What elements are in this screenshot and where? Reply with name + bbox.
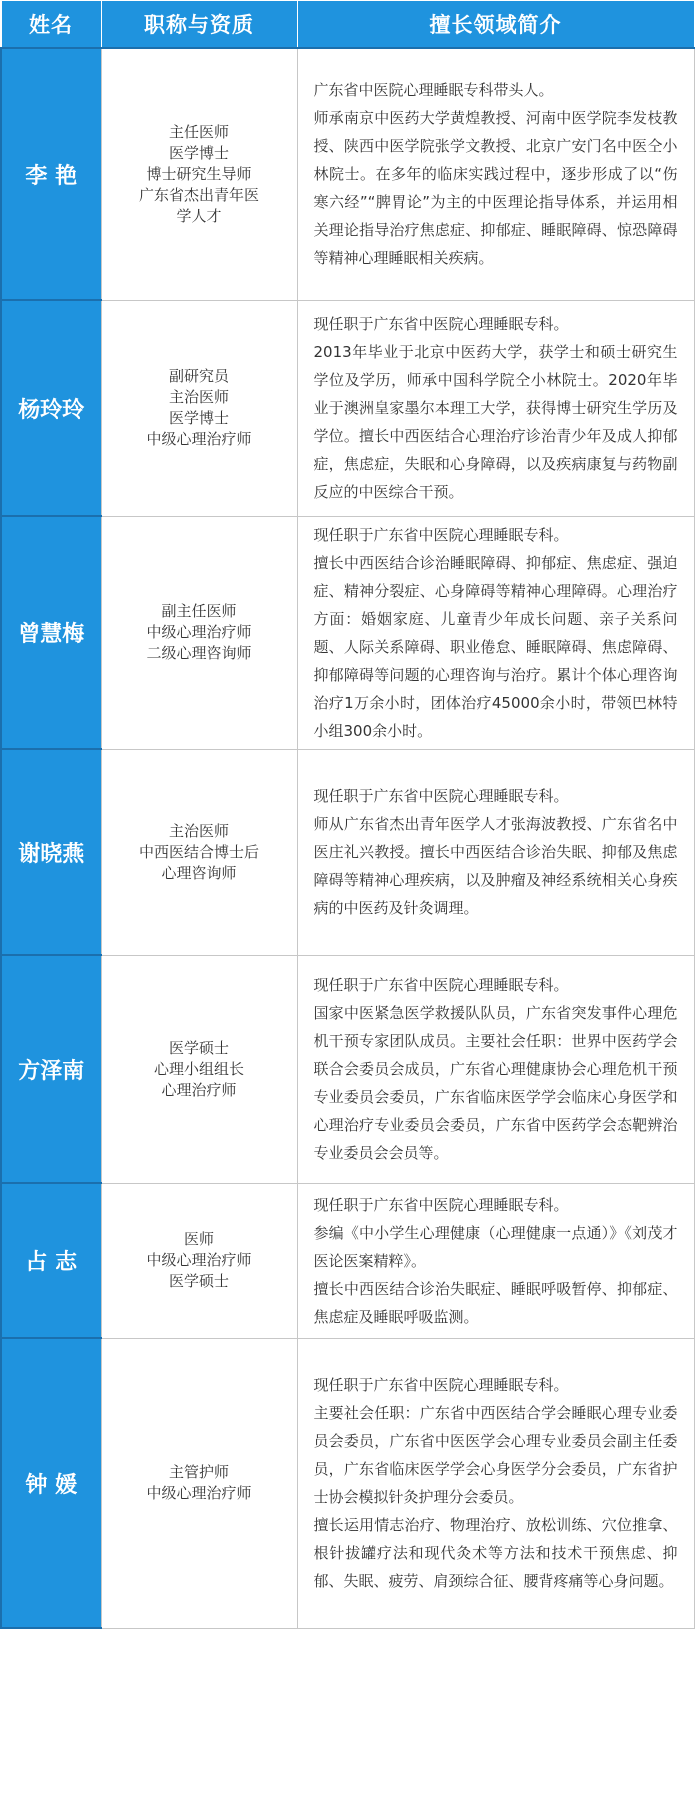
credential-line: 医学博士 (168, 143, 229, 162)
doctor-credentials (101, 1338, 297, 1628)
intro-paragraph: 师承南京中医药大学黄煌教授、河南中医学院李发枝教授、陕西中医学院张学文教授、北京广安门名中医仝小林院士。在多年的临床实践过程中，逐步形成了以“伤寒六经”“脾胃论”为主的中医理论指导体系，并运用相关理论指导治疗焦虑症、抑郁症、睡眠障碍、惊恐障碍等精神心理睡眠相关疾病。 (313, 109, 678, 268)
doctor-credentials (101, 300, 297, 516)
intro-paragraph: 擅长中西医结合诊治睡眠障碍、抑郁症、焦虑症、强迫症、精神分裂症、心身障碍等精神心理障碍。心理治疗方面：婚姻家庭、儿童青少年成长问题、亲子关系问题、人际关系障碍、职业倦怠、睡眠障碍、焦虑障碍、抑郁障碍等问题的心理咨询与治疗。累计个体心理咨询治疗1万余小时，团体治疗45000余小时，带领巴林特小组300余小时。 (313, 553, 678, 740)
intro-paragraph: 现任职于广东省中医院心理睡眠专科。 (313, 976, 569, 994)
credential-line: 副研究员 (168, 367, 229, 385)
credential-line: 中级心理治疗师 (146, 623, 252, 641)
credential-line: 医学硕士 (168, 1038, 229, 1057)
intro-paragraph: 擅长中西医结合诊治失眠症、睡眠呼吸暂停、抑郁症、焦虑症及睡眠呼吸监测。 (313, 1279, 678, 1326)
intro-paragraph: 现任职于广东省中医院心理睡眠专科。 (313, 315, 569, 333)
credential-line: 博士研究生导师 (146, 164, 252, 183)
table-row (1, 1183, 694, 1338)
doctor-name: 李 艳 (1, 48, 101, 300)
doctor-name: 曾慧梅 (1, 516, 101, 749)
header-title: 职称与资质 (101, 1, 297, 49)
doctor-intro (297, 1183, 694, 1338)
credential-line: 中西医结合博士后 (138, 842, 259, 861)
intro-paragraph: 参编《中小学生心理健康（心理健康一点通）》《刘茂才医论医案精粹》。 (313, 1223, 678, 1270)
credential-line: 心理小组组长 (153, 1059, 244, 1078)
credential-line: 学人才 (176, 206, 222, 225)
credential-line: 主治医师 (168, 821, 229, 840)
intro-paragraph: 国家中医紧急医学救援队队员，广东省突发事件心理危机干预专家团队成员。主要社会任职：世界中医药学会联合会委员会成员，广东省心理健康协会心理危机干预专业委员会委员，广东省临床医学学会临床心身医学和心理治疗专业委员会委员，广东省中医药学会态靶辨治专业委员会会员等。 (313, 1004, 678, 1162)
table-row (1, 516, 694, 749)
credential-line: 广东省杰出青年医 (138, 185, 259, 204)
doctor-intro (297, 516, 694, 749)
intro-paragraph: 广东省中医院心理睡眠专科带头人。 (313, 81, 554, 100)
doctor-name: 杨玲玲 (1, 300, 101, 516)
doctor-intro (297, 48, 694, 300)
credential-line: 中级心理治疗师 (146, 1251, 252, 1269)
credential-line: 医学硕士 (168, 1272, 229, 1290)
intro-paragraph: 2013年毕业于北京中医药大学，获学士和硕士研究生学位及学历，师承中国科学院仝小林院士。2020年毕业于澳洲皇家墨尔本理工大学，获得博士研究生学历及学位。擅长中西医结合心理治疗诊治青少年及成人抑郁症，焦虑症，失眠和心身障碍，以及疾病康复与药物副反应的中医综合干预。 (313, 343, 678, 501)
credential-line: 二级心理咨询师 (146, 644, 252, 662)
credential-line: 中级心理治疗师 (146, 1484, 252, 1502)
intro-paragraph: 现任职于广东省中医院心理睡眠专科。 (313, 525, 569, 544)
credential-line: 医师 (183, 1230, 214, 1248)
table-row (1, 48, 694, 300)
doctor-intro (297, 955, 694, 1183)
table-row (1, 1338, 694, 1628)
doctor-credentials (101, 1183, 297, 1338)
credential-line: 副主任医师 (161, 602, 237, 620)
intro-paragraph: 现任职于广东省中医院心理睡眠专科。 (313, 1376, 569, 1394)
doctor-intro (297, 749, 694, 955)
doctor-credentials (101, 48, 297, 300)
header-expertise: 擅长领域简介 (297, 1, 694, 49)
credential-line: 主管护师 (168, 1463, 229, 1481)
intro-paragraph: 主要社会任职：广东省中西医结合学会睡眠心理专业委员会委员，广东省中医医学会心理专业委员会副主任委员，广东省临床医学学会心身医学分会委员，广东省护士协会模拟针灸护理分会委员。 (313, 1404, 678, 1506)
doctor-name: 钟 媛 (1, 1338, 101, 1628)
intro-paragraph: 现任职于广东省中医院心理睡眠专科。 (313, 787, 569, 805)
credential-line: 心理治疗师 (161, 1080, 237, 1099)
credential-line: 中级心理治疗师 (146, 430, 252, 448)
header-name: 姓名 (1, 1, 101, 49)
table-header-row (1, 1, 694, 49)
doctor-credentials (101, 749, 297, 955)
credential-line: 医学博士 (168, 409, 229, 427)
table-row (1, 749, 694, 955)
doctor-name: 谢晓燕 (1, 749, 101, 955)
credential-line: 主治医师 (168, 388, 229, 406)
doctor-credentials (101, 955, 297, 1183)
doctor-name: 方泽南 (1, 955, 101, 1183)
credential-line: 心理咨询师 (161, 863, 237, 882)
doctor-intro (297, 300, 694, 516)
table-row (1, 955, 694, 1183)
doctor-intro (297, 1338, 694, 1628)
doctor-name: 占 志 (1, 1183, 101, 1338)
table-body (1, 48, 694, 1628)
intro-paragraph: 现任职于广东省中医院心理睡眠专科。 (313, 1195, 569, 1214)
doctor-credentials (101, 516, 297, 749)
credential-line: 主任医师 (168, 122, 229, 141)
intro-paragraph: 师从广东省杰出青年医学人才张海波教授、广东省名中医庄礼兴教授。擅长中西医结合诊治失眠、抑郁及焦虑障碍等精神心理疾病，以及肿瘤及神经系统相关心身疾病的中医药及针灸调理。 (313, 815, 678, 917)
intro-paragraph: 擅长运用情志治疗、物理治疗、放松训练、穴位推拿、根针拔罐疗法和现代灸术等方法和技术干预焦虑、抑郁、失眠、疲劳、肩颈综合征、腰背疼痛等心身问题。 (313, 1516, 678, 1590)
table-row (1, 300, 694, 516)
